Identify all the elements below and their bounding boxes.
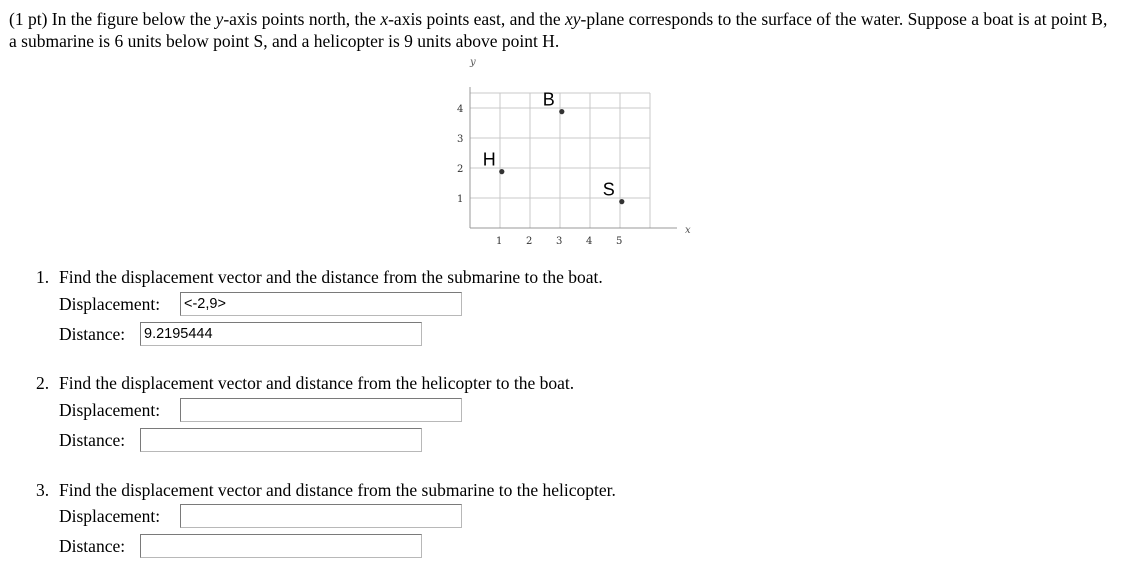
y-tick-label: 2 bbox=[457, 164, 464, 175]
distance-input-1[interactable] bbox=[140, 322, 422, 346]
point-s-marker bbox=[619, 199, 624, 204]
distance-label-1: Distance: bbox=[59, 324, 126, 344]
intro-text-3: -axis points east, and the bbox=[388, 9, 565, 29]
y-tick-labels bbox=[457, 104, 463, 205]
distance-input-3[interactable] bbox=[140, 534, 422, 558]
math-y: y bbox=[215, 9, 224, 29]
x-tick-label: 3 bbox=[556, 236, 563, 247]
y-axis-label: y bbox=[470, 57, 476, 68]
question-3 bbox=[36, 479, 616, 501]
question-number: 2. bbox=[36, 373, 50, 393]
displacement-input-2[interactable] bbox=[180, 398, 462, 422]
points bbox=[483, 90, 625, 205]
displacement-input-3[interactable] bbox=[180, 504, 462, 528]
question-text: Find the displacement vector and the distance from the submarine to the boat. bbox=[59, 267, 603, 287]
point-h-marker bbox=[499, 169, 504, 174]
y-tick-label: 3 bbox=[457, 134, 464, 145]
question-number: 1. bbox=[36, 267, 50, 287]
point-h-label: H bbox=[482, 149, 496, 170]
question-text: Find the displacement vector and distance from the helicopter to the boat. bbox=[59, 373, 575, 393]
x-tick-label: 1 bbox=[496, 236, 503, 247]
displacement-label-1: Displacement: bbox=[59, 294, 161, 314]
distance-label-2: Distance: bbox=[59, 430, 126, 450]
x-tick-labels bbox=[496, 236, 622, 247]
point-b-label: B bbox=[542, 89, 555, 110]
intro-text-4: -plane corresponds to the surface of the water. Suppose a boat is at point B, a submarine is 6 units below point S, and a helicopter is 9 units above point H. bbox=[9, 9, 1108, 51]
displacement-input-1[interactable] bbox=[180, 292, 462, 316]
displacement-label-2: Displacement: bbox=[59, 400, 161, 420]
x-axis-label: x bbox=[685, 225, 691, 236]
distance-input-2[interactable] bbox=[140, 428, 422, 452]
distance-label-3: Distance: bbox=[59, 536, 126, 556]
point-s-label: S bbox=[602, 179, 615, 200]
question-text: Find the displacement vector and distance from the submarine to the helicopter. bbox=[59, 480, 616, 500]
y-tick-label: 4 bbox=[457, 104, 464, 115]
problem-statement bbox=[9, 8, 1117, 52]
question-number: 3. bbox=[36, 480, 50, 500]
math-xy: xy bbox=[565, 9, 581, 29]
intro-text-1: (1 pt) In the figure below the bbox=[9, 9, 216, 29]
coordinate-grid-figure bbox=[440, 52, 690, 252]
x-tick-label: 5 bbox=[616, 236, 623, 247]
question-1 bbox=[36, 266, 603, 288]
question-2 bbox=[36, 372, 574, 394]
math-x: x bbox=[380, 9, 389, 29]
point-b-marker bbox=[559, 109, 564, 114]
displacement-label-3: Displacement: bbox=[59, 506, 161, 526]
y-tick-label: 1 bbox=[457, 194, 464, 205]
x-tick-label: 2 bbox=[526, 236, 533, 247]
intro-text-2: -axis points north, the bbox=[223, 9, 381, 29]
x-tick-label: 4 bbox=[586, 236, 593, 247]
